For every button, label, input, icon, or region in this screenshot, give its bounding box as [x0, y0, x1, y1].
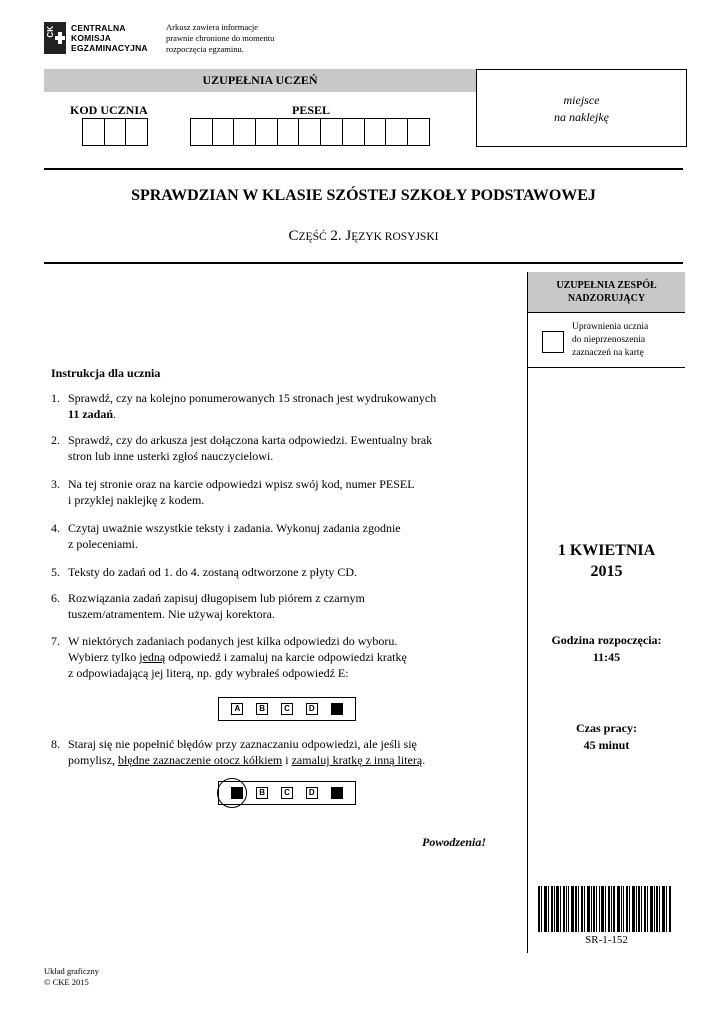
- answer-option-c: C: [281, 787, 293, 799]
- instruction-line: [68, 752, 523, 768]
- permission-row: [528, 312, 685, 368]
- start-time: [528, 632, 685, 666]
- instruction-fragment: pomylisz,: [68, 753, 118, 767]
- supervisor-header-line: NADZORUJĄCY: [567, 293, 646, 304]
- instruction-line: z odpowiadającą jej literą, np. gdy wybrałeś odpowiedź E:: [68, 666, 349, 680]
- instruction-number: 3.: [51, 477, 60, 491]
- instruction-item: [51, 520, 523, 552]
- pesel-cell[interactable]: [342, 118, 365, 146]
- pesel-cell[interactable]: [298, 118, 321, 146]
- pesel-cells: [191, 118, 430, 146]
- exam-code: SR-1-152: [585, 934, 628, 946]
- instruction-line: Sprawdź, czy na kolejno ponumerowanych 15 stronach jest wydrukowanych: [68, 391, 437, 405]
- instruction-fragment: odpowiedź i zamaluj na karcie odpowiedzi kratkę: [165, 650, 407, 664]
- kod-cell[interactable]: [104, 118, 127, 146]
- logo-line: CENTRALNA: [71, 23, 126, 33]
- instruction-fragment: i: [282, 753, 292, 767]
- instruction-number: 8.: [51, 737, 60, 751]
- start-time-label: Godzina rozpoczęcia:: [551, 633, 662, 647]
- exam-subtitle: [44, 228, 683, 245]
- pesel-cell[interactable]: [233, 118, 256, 146]
- instruction-text: [68, 476, 523, 508]
- permission-line: do nieprzenoszenia: [572, 335, 646, 345]
- subtitle-part: C: [288, 228, 299, 244]
- logo-line: KOMISJA: [71, 33, 112, 43]
- permission-line: Uprawnienia ucznia: [572, 322, 649, 332]
- instruction-line: Teksty do zadań od 1. do 4. zostaną odtworzone z płyty CD.: [68, 565, 358, 579]
- divider: [44, 262, 683, 264]
- permission-checkbox[interactable]: [542, 331, 564, 353]
- answer-option-e-filled: [331, 703, 343, 715]
- instruction-item: [51, 633, 523, 681]
- sticker-line: miejsce: [563, 93, 600, 107]
- instruction-text: [68, 564, 523, 580]
- instruction-line: z poleceniami.: [68, 537, 138, 551]
- instruction-emphasis: zamaluj kratkę z inną literą: [291, 753, 423, 767]
- logo-mark-letters: CK: [46, 26, 55, 38]
- instruction-line: W niektórych zadaniach podanych jest kilka odpowiedzi do wyboru.: [68, 634, 398, 648]
- instruction-number: 7.: [51, 634, 60, 648]
- protection-note: [166, 22, 274, 55]
- footer-line: © CKE 2015: [44, 977, 89, 987]
- instruction-item: [51, 390, 523, 422]
- start-time-value: 11:45: [592, 650, 621, 664]
- duration: [528, 720, 685, 754]
- instruction-text: [68, 736, 523, 768]
- instruction-number: 5.: [51, 565, 60, 579]
- kod-ucznia-cells: [83, 118, 148, 146]
- barcode-icon: [538, 886, 671, 932]
- pesel-cell[interactable]: [385, 118, 408, 146]
- instruction-text: [68, 520, 523, 552]
- instruction-line: i przyklej naklejkę z kodem.: [68, 493, 205, 507]
- supervisor-column: [527, 272, 684, 953]
- instruction-emphasis: błędne zaznaczenie otocz kółkiem: [118, 753, 283, 767]
- divider: [44, 168, 683, 170]
- instruction-number: 6.: [51, 591, 60, 605]
- logo-text: [71, 23, 148, 53]
- footer: [44, 966, 99, 988]
- supervisor-header-line: UZUPEŁNIA ZESPÓŁ: [556, 280, 657, 291]
- instruction-line: Na tej stronie oraz na karcie odpowiedzi wpisz swój kod, numer PESEL: [68, 477, 415, 491]
- exam-date: [528, 540, 685, 582]
- instruction-line: [68, 649, 523, 665]
- exam-date-year: 2015: [590, 563, 623, 580]
- protection-line: rozpoczęcia egzaminu.: [166, 44, 244, 54]
- answer-option-d: D: [306, 703, 318, 715]
- instruction-text: [68, 390, 523, 422]
- permission-line: zaznaczeń na kartę: [572, 348, 644, 358]
- pesel-cell[interactable]: [364, 118, 387, 146]
- duration-value: 45 minut: [583, 738, 630, 752]
- student-box-header: UZUPEŁNIA UCZEŃ: [44, 69, 476, 92]
- cke-logo: [44, 22, 164, 54]
- instruction-line: Rozwiązania zadań zapisuj długopisem lub piórem z czarnym: [68, 591, 365, 605]
- kod-cell[interactable]: [82, 118, 105, 146]
- instruction-item: [51, 590, 523, 622]
- instruction-text: [68, 432, 523, 464]
- good-luck-text: Powodzenia!: [422, 835, 487, 849]
- subtitle-part: ZĘŚĆ: [298, 231, 327, 243]
- student-box: [44, 69, 476, 164]
- instruction-tail: .: [113, 407, 117, 421]
- instruction-item: [51, 564, 523, 580]
- pesel-cell[interactable]: [190, 118, 213, 146]
- exam-date-day: 1 KWIETNIA: [557, 542, 656, 559]
- exam-title: SPRAWDZIAN W KLASIE SZÓSTEJ SZKOŁY PODSTAWOWEJ: [131, 187, 596, 204]
- pesel-cell[interactable]: [212, 118, 235, 146]
- instruction-item: [51, 736, 523, 768]
- instruction-text: [68, 633, 523, 681]
- pesel-cell[interactable]: [255, 118, 278, 146]
- instruction-item: [51, 432, 523, 464]
- sticker-area: [476, 69, 687, 147]
- permission-text: [572, 321, 648, 360]
- kod-cell[interactable]: [125, 118, 148, 146]
- instruction-line: stron lub inne usterki zgłoś nauczycielowi.: [68, 449, 274, 463]
- task-count: 11 zadań: [68, 407, 114, 421]
- sticker-line: na naklejkę: [554, 110, 609, 124]
- instruction-fragment: .: [422, 753, 426, 767]
- instruction-number: 1.: [51, 391, 60, 405]
- pesel-cell[interactable]: [320, 118, 343, 146]
- instruction-line: tuszem/atramentem. Nie używaj korektora.: [68, 607, 275, 621]
- instruction-line: Staraj się nie popełnić błędów przy zaznaczaniu odpowiedzi, ale jeśli się: [68, 737, 417, 751]
- duration-label: Czas pracy:: [576, 721, 637, 735]
- pesel-cell[interactable]: [407, 118, 430, 146]
- instruction-item: [51, 476, 523, 508]
- answer-option-a: A: [231, 703, 243, 715]
- instructions-title: Instrukcja dla ucznia: [51, 366, 161, 380]
- pesel-cell[interactable]: [277, 118, 300, 146]
- kod-ucznia-label: KOD UCZNIA: [70, 103, 148, 117]
- instruction-line: [68, 406, 523, 422]
- example-answer-row: [218, 697, 356, 721]
- pesel-label: PESEL: [292, 103, 331, 117]
- instruction-emphasis: jedną: [139, 650, 166, 664]
- correction-circle-icon: [217, 778, 247, 808]
- protection-line: Arkusz zawiera informacje: [166, 22, 259, 32]
- subtitle-part: 2. J: [326, 228, 352, 244]
- answer-option-e-filled: [331, 787, 343, 799]
- answer-option-d: D: [306, 787, 318, 799]
- protection-line: prawnie chronione do momentu: [166, 33, 275, 43]
- answer-option-b: B: [256, 703, 268, 715]
- cross-icon: [55, 32, 65, 44]
- instruction-number: 2.: [51, 433, 60, 447]
- answer-option-b: B: [256, 787, 268, 799]
- supervisor-header: [528, 272, 685, 312]
- cke-logo-mark: [44, 22, 66, 54]
- instruction-text: [68, 590, 523, 622]
- logo-line: EGZAMINACYJNA: [71, 43, 148, 53]
- instruction-line: Sprawdź, czy do arkusza jest dołączona karta odpowiedzi. Ewentualny brak: [68, 433, 433, 447]
- answer-option-c: C: [281, 703, 293, 715]
- instruction-fragment: Wybierz tylko: [68, 650, 140, 664]
- instruction-number: 4.: [51, 521, 60, 535]
- instruction-line: Czytaj uważnie wszystkie teksty i zadania. Wykonuj zadania zgodnie: [68, 521, 401, 535]
- subtitle-part: ĘZYK ROSYJSKI: [351, 231, 439, 243]
- footer-line: Układ graficzny: [44, 966, 99, 976]
